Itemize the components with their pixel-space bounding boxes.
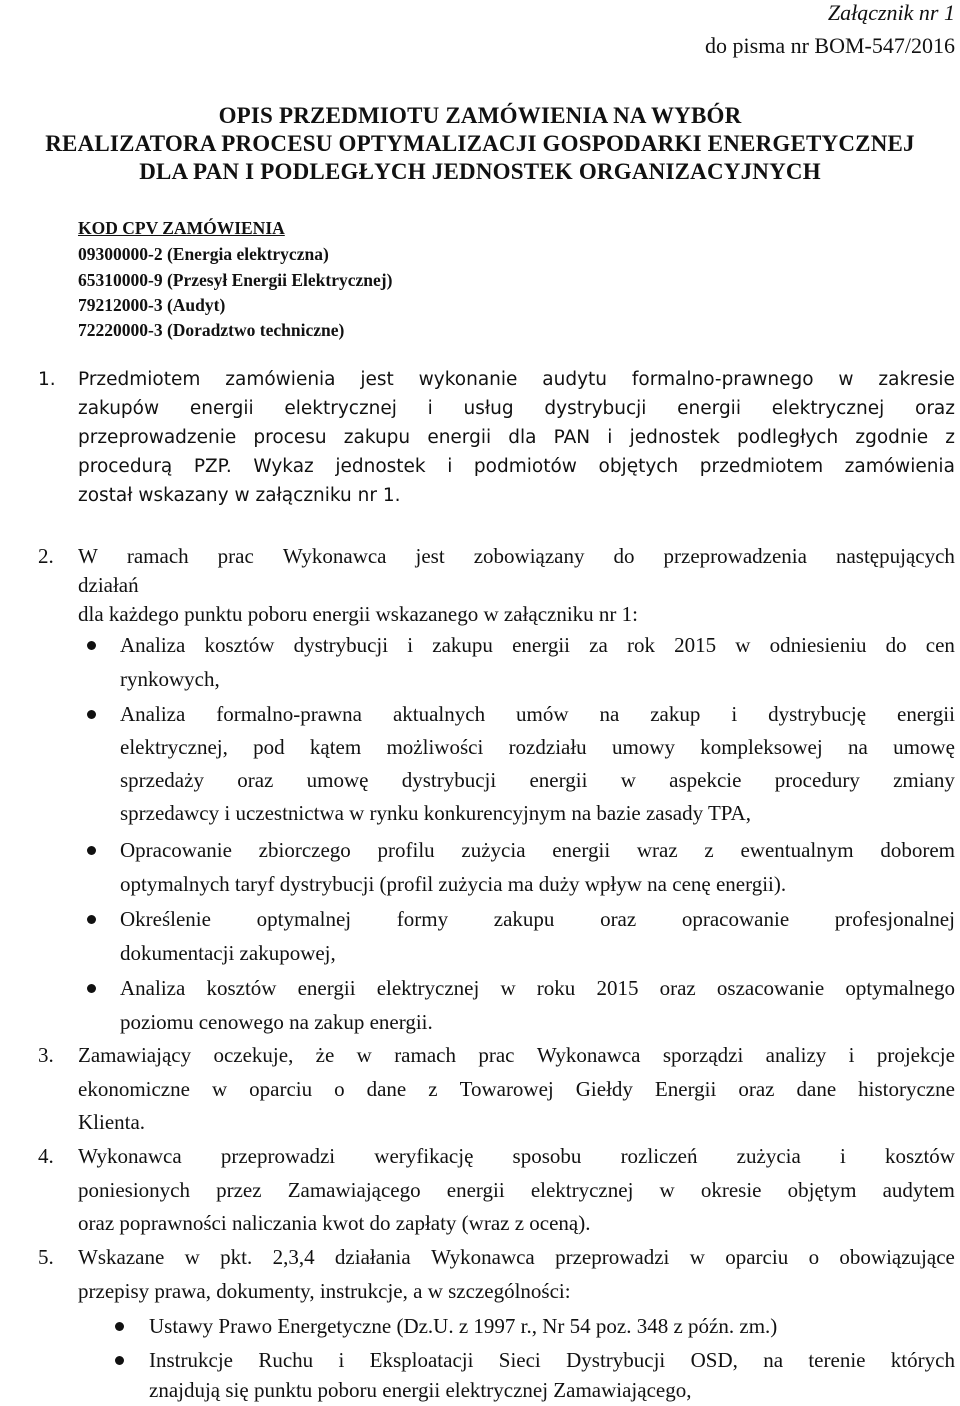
section-1-line: przeprowadzenie procesu zakupu energii dla PAN i jednostek podległych zgodnie z: [78, 427, 955, 448]
section-2-intro-line: działań: [78, 573, 139, 597]
section-1-line: procedurą PZP. Wykaz jednostek i podmiotów objętych przedmiotem zamówienia: [78, 456, 955, 477]
bullet-line: znajdują się punktu poboru energii elektrycznej Zamawiającego,: [149, 1378, 692, 1402]
bullet-line: Ustawy Prawo Energetyczne (Dz.U. z 1997 r., Nr 54 poz. 348 z późn. zm.): [149, 1314, 778, 1338]
section-1-line: zakupów energii elektrycznej i usług dystrybucji energii elektrycznej oraz: [78, 398, 955, 419]
bullet-line: Analiza formalno-prawna aktualnych umów na zakup i dystrybucję energii: [120, 702, 955, 726]
bullet-dot-icon: [87, 710, 96, 719]
bullet-line: dokumentacji zakupowej,: [120, 941, 336, 965]
section-5-number: 5.: [38, 1245, 54, 1269]
section-3-line: Zamawiający oczekuje, że w ramach prac Wykonawca sporządzi analizy i projekcje: [78, 1043, 955, 1067]
cpv-heading: KOD CPV ZAMÓWIENIA: [78, 218, 285, 238]
title-line-2: REALIZATORA PROCESU OPTYMALIZACJI GOSPODARKI ENERGETYCZNEJ: [45, 131, 915, 156]
section-4-number: 4.: [38, 1144, 54, 1168]
cpv-code: 79212000-3 (Audyt): [78, 295, 226, 315]
cpv-code: 72220000-3 (Doradztwo techniczne): [78, 320, 345, 340]
cpv-code: 09300000-2 (Energia elektryczna): [78, 244, 329, 264]
bullet-line: poziomu cenowego na zakup energii.: [120, 1010, 433, 1034]
section-4-line: poniesionych przez Zamawiającego energii elektrycznej w okresie objętym audytem: [78, 1178, 955, 1202]
section-3-line: Klienta.: [78, 1110, 146, 1134]
letter-reference: do pisma nr BOM-547/2016: [705, 33, 955, 58]
bullet-line: Określenie optymalnej formy zakupu oraz opracowanie profesjonalnej: [120, 907, 955, 931]
bullet-line: optymalnych taryf dystrybucji (profil zużycia ma duży wpływ na cenę energii).: [120, 872, 787, 896]
attachment-label: Załącznik nr 1: [827, 0, 955, 25]
section-5-line: przepisy prawa, dokumenty, instrukcje, a w szczególności:: [78, 1279, 571, 1303]
bullet-line: Instrukcje Ruchu i Eksploatacji Sieci Dystrybucji OSD, na terenie których: [149, 1348, 955, 1372]
section-2-intro-line: dla każdego punktu poboru energii wskazanego w załączniku nr 1:: [78, 602, 639, 626]
title-line-3: DLA PAN I PODLEGŁYCH JEDNOSTEK ORGANIZACYJNYCH: [139, 159, 821, 184]
title-line-1: OPIS PRZEDMIOTU ZAMÓWIENIA NA WYBÓR: [218, 103, 742, 128]
section-3-number: 3.: [38, 1043, 54, 1067]
bullet-dot-icon: [115, 1322, 124, 1331]
section-1-line: Przedmiotem zamówienia jest wykonanie audytu formalno-prawnego w zakresie: [78, 369, 955, 390]
bullet-dot-icon: [87, 915, 96, 924]
bullet-line: rynkowych,: [120, 667, 220, 691]
section-2-number: 2.: [38, 544, 54, 568]
bullet-line: sprzedawcy i uczestnictwa w rynku konkurencyjnym na bazie zasady TPA,: [120, 801, 751, 825]
section-1-number: 1.: [38, 369, 56, 390]
bullet-dot-icon: [115, 1356, 124, 1365]
section-2-intro-line: W ramach prac Wykonawca jest zobowiązany do przeprowadzenia następujących: [78, 544, 955, 568]
bullet-line: Analiza kosztów energii elektrycznej w roku 2015 oraz oszacowanie optymalnego: [120, 976, 955, 1000]
section-5-line: Wskazane w pkt. 2,3,4 działania Wykonawca przeprowadzi w oparciu o obowiązujące: [78, 1245, 955, 1269]
section-4-line: oraz poprawności naliczania kwot do zapłaty (wraz z oceną).: [78, 1211, 591, 1235]
section-4-line: Wykonawca przeprowadzi weryfikację sposobu rozliczeń zużycia i kosztów: [78, 1144, 955, 1168]
bullet-dot-icon: [87, 984, 96, 993]
bullet-dot-icon: [87, 641, 96, 650]
bullet-line: sprzedaży oraz umowę dystrybucji energii w aspekcie procedury zmiany: [120, 768, 955, 792]
cpv-code: 65310000-9 (Przesył Energii Elektrycznej): [78, 270, 393, 290]
bullet-line: Analiza kosztów dystrybucji i zakupu energii za rok 2015 w odniesieniu do cen: [120, 633, 955, 657]
section-3-line: ekonomiczne w oparciu o dane z Towarowej Giełdy Energii oraz dane historyczne: [78, 1077, 955, 1101]
bullet-dot-icon: [87, 846, 96, 855]
bullet-line: elektrycznej, pod kątem możliwości rozdziału umowy kompleksowej na umowę: [120, 735, 955, 759]
bullet-line: Opracowanie zbiorczego profilu zużycia energii wraz z ewentualnym doborem: [120, 838, 955, 862]
section-1-line: został wskazany w załączniku nr 1.: [78, 485, 401, 506]
